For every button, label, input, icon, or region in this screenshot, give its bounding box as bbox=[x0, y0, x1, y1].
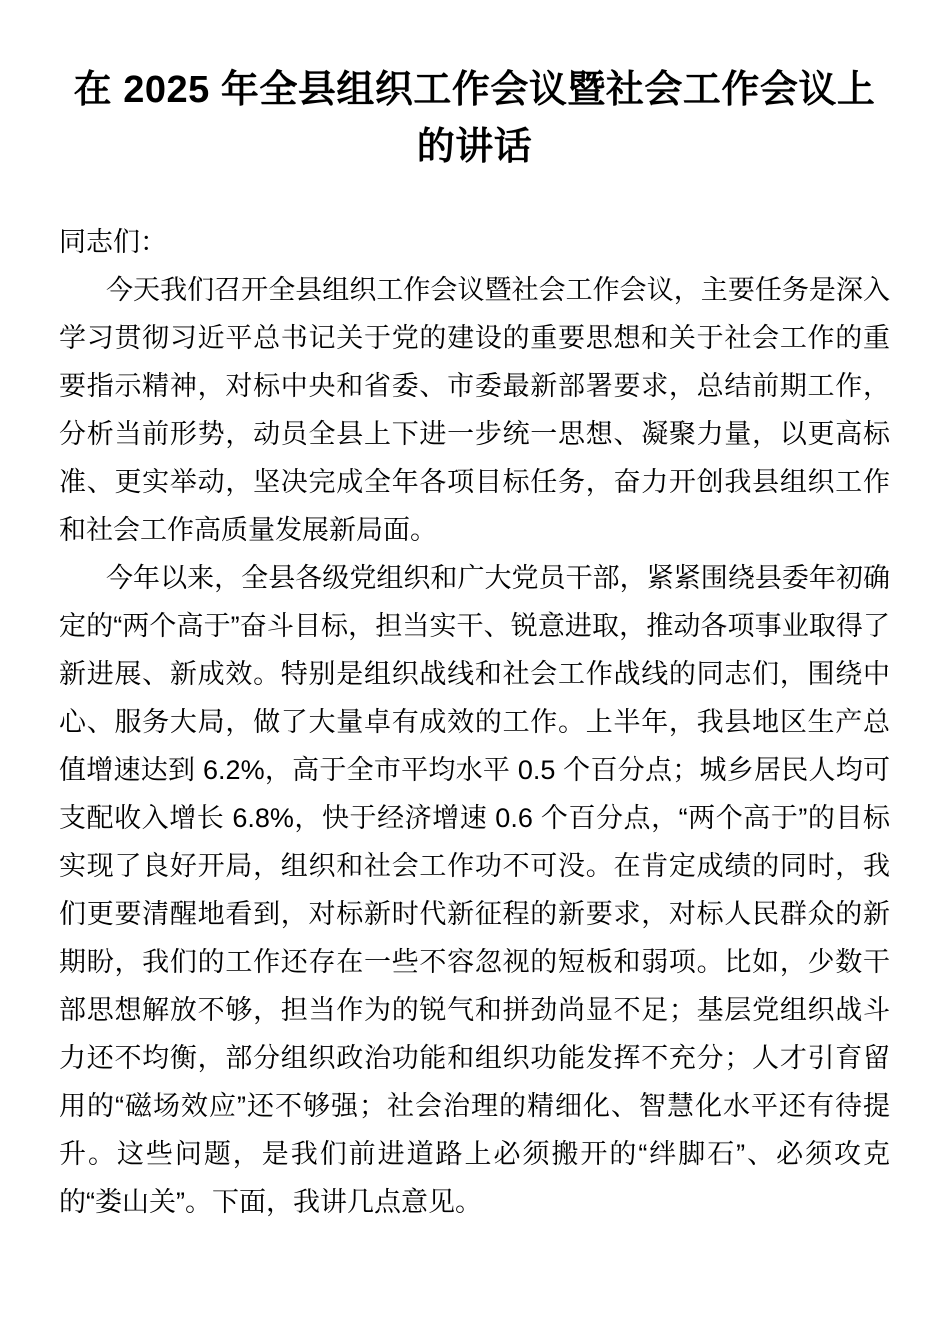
paragraph-1: 今天我们召开全县组织工作会议暨社会工作会议，主要任务是深入学习贯彻习近平总书记关于党的建设的重要思想和关于社会工作的重要指示精神，对标中央和省委、市委最新部署要求，总结前期工作，分析当前形势，动员全县上下进一步统一思想、凝聚力量，以更高标准、更实举动，坚决完成全年各项目标任务，奋力开创我县组织工作和社会工作高质量发展新局面。 bbox=[59, 275, 890, 545]
salutation: 同志们： bbox=[59, 227, 167, 257]
document-title: 在 2025 年全县组织工作会议暨社会工作会议上的讲话 bbox=[73, 69, 876, 168]
paragraph-2: 今年以来，全县各级党组织和广大党员干部，紧紧围绕县委年初确定的“两个高于”奋斗目标，担当实干、锐意进取，推动各项事业取得了新进展、新成效。特别是组织战线和社会工作战线的同志们，围绕中心、服务大局，做了大量卓有成效的工作。上半年，我县地区生产总值增速达到 6.2%，高于全市平均水平 0.5 个百分点；城乡居民人均可支配收入增长 6.8%，快于经济增速 0.6 个百分点，“两个高于”的目标实现了良好开局，组织和社会工作功不可没。在肯定成绩的同时，我们更要清醒地看到，对标新时代新征程的新要求，对标人民群众的新期盼，我们的工作还存在一些不容忽视的短板和弱项。比如，少数干部思想解放不够，担当作为的锐气和拼劲尚显不足；基层党组织战斗力还不均衡，部分组织政治功能和组织功能发挥不充分；人才引育留用的“磁场效应”还不够强；社会治理的精细化、智慧化水平还有待提升。这些问题，是我们前进道路上必须搬开的“绊脚石”、必须攻克的“娄山关”。下面，我讲几点意见。 bbox=[59, 563, 890, 1217]
document-body bbox=[59, 218, 890, 1226]
